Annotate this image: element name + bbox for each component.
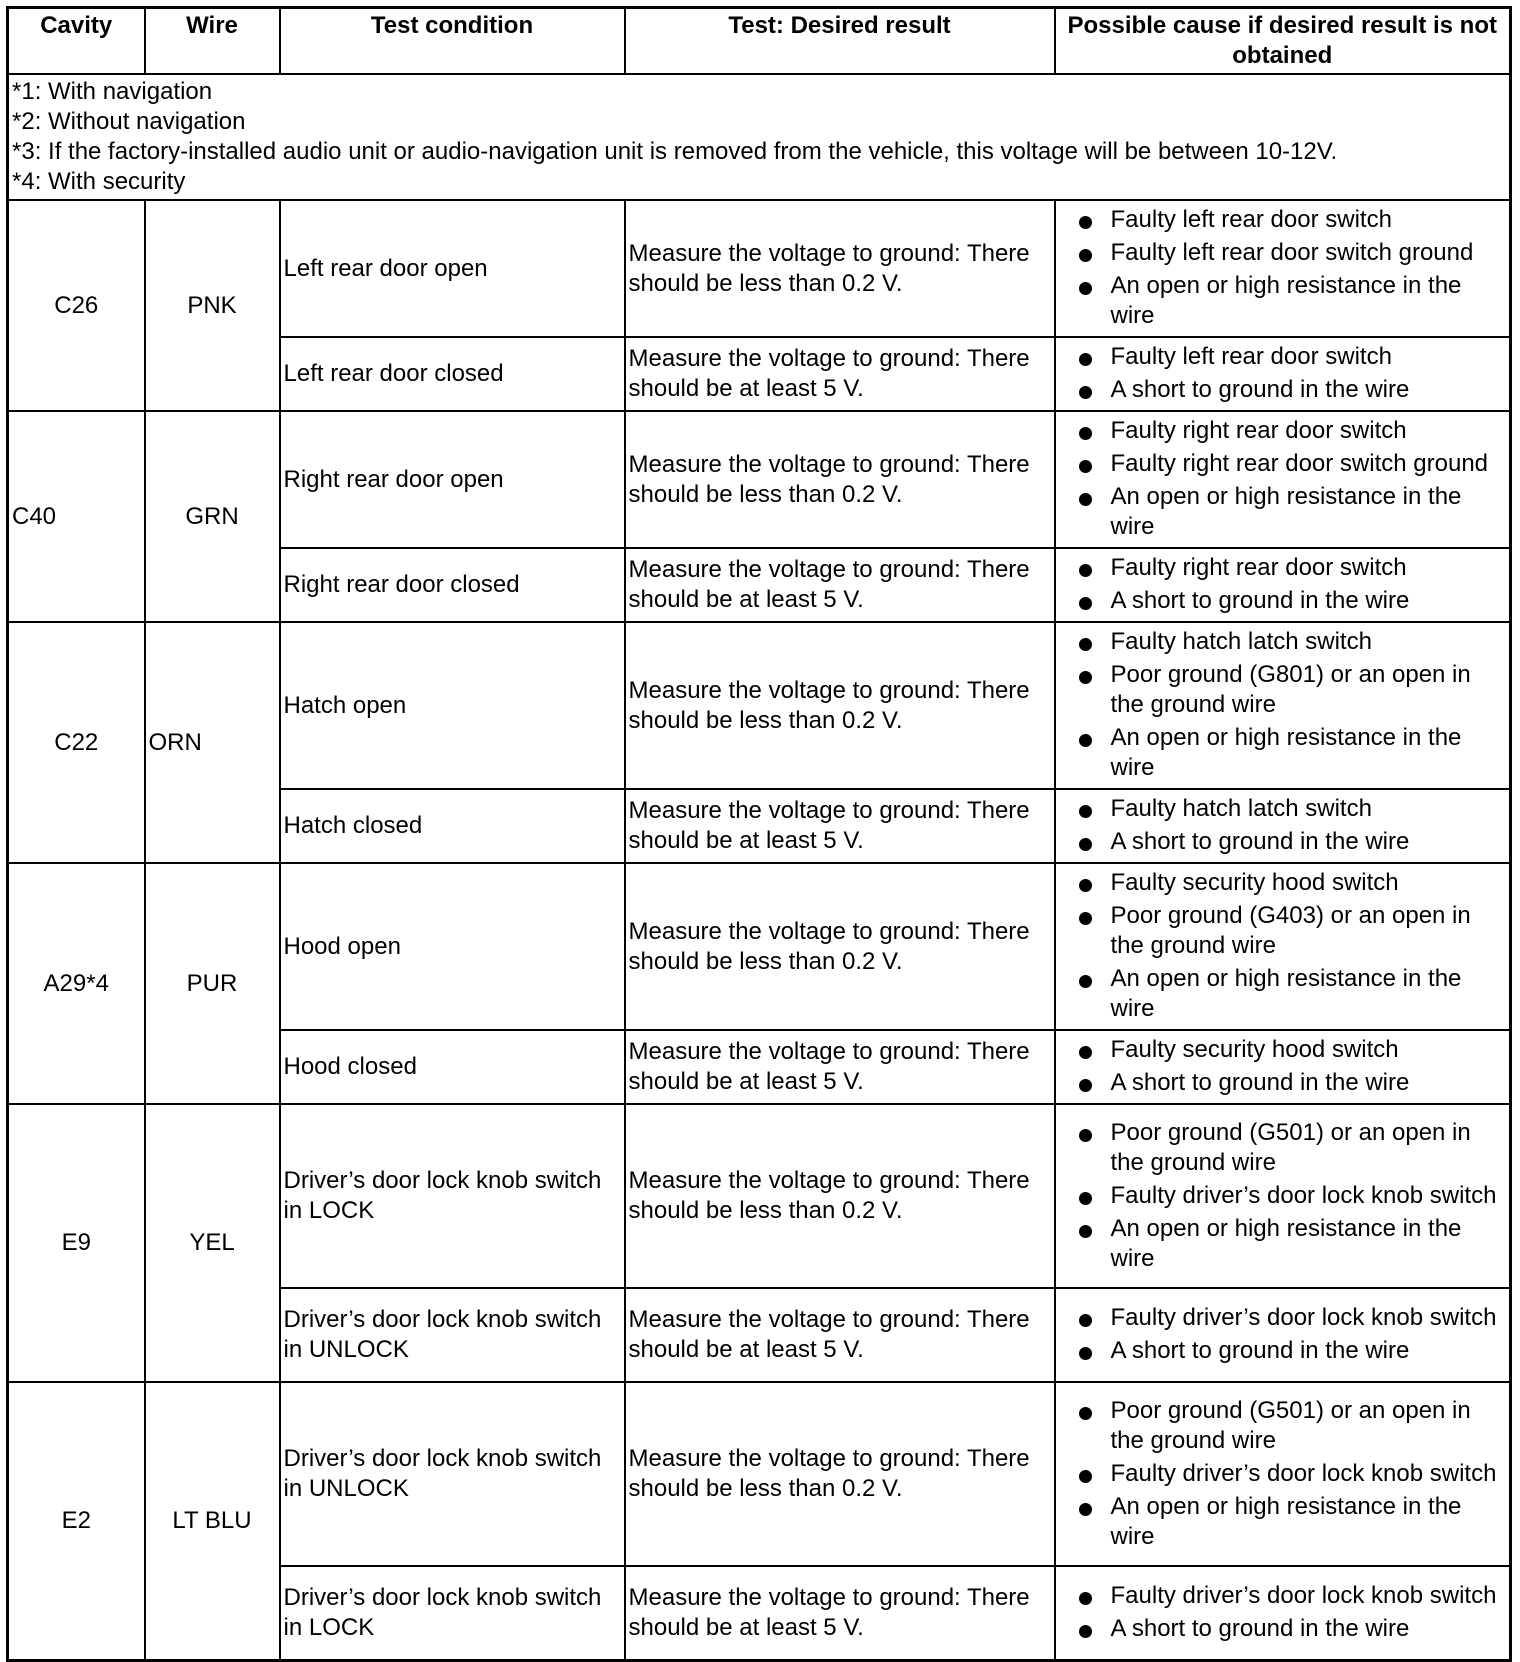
- cause-item: [1059, 449, 1507, 479]
- cause-item: [1059, 827, 1507, 857]
- desired-result-cell: Measure the voltage to ground: There should be at least 5 V.: [625, 1288, 1055, 1382]
- test-condition-cell: Hatch closed: [280, 789, 625, 863]
- bullet-icon: [1079, 1592, 1092, 1605]
- cause-list: [1059, 553, 1507, 616]
- bullet-icon: [1079, 1625, 1092, 1638]
- note-2: *2: Without navigation: [12, 108, 246, 135]
- desired-result-cell: Measure the voltage to ground: There should be at least 5 V.: [625, 789, 1055, 863]
- cause-list: [1059, 627, 1507, 783]
- test-condition-cell: Driver’s door lock knob switch in UNLOCK: [280, 1288, 625, 1382]
- cause-text: An open or high resistance in the wire: [1110, 724, 1462, 781]
- bullet-icon: [1079, 1192, 1092, 1205]
- header-desired-result: Test: Desired result: [625, 8, 1055, 75]
- bullet-icon: [1079, 805, 1092, 818]
- bullet-icon: [1079, 1347, 1092, 1360]
- test-condition-cell: Driver’s door lock knob switch in LOCK: [280, 1104, 625, 1288]
- cause-list: [1059, 1396, 1507, 1552]
- possible-cause-cell: [1055, 337, 1511, 411]
- desired-result-cell: Measure the voltage to ground: There should be less than 0.2 V.: [625, 1382, 1055, 1566]
- cause-text: Faulty hatch latch switch: [1110, 628, 1372, 655]
- bullet-icon: [1079, 975, 1092, 988]
- cause-text: Poor ground (G501) or an open in the ground wire: [1110, 1118, 1471, 1176]
- cause-item: [1059, 1303, 1507, 1333]
- cause-item: [1059, 964, 1507, 1024]
- cause-text: Faulty left rear door switch: [1110, 206, 1392, 233]
- test-condition-cell: Left rear door open: [280, 200, 625, 337]
- bullet-icon: [1079, 386, 1092, 399]
- bullet-icon: [1079, 1470, 1092, 1483]
- cause-item: [1059, 868, 1507, 898]
- cause-list: [1059, 416, 1507, 542]
- document-page: [6, 6, 1512, 1662]
- table-header-row: [8, 8, 1511, 75]
- desired-result-cell: Measure the voltage to ground: There should be at least 5 V.: [625, 1030, 1055, 1104]
- cause-list: [1059, 1303, 1507, 1366]
- bullet-icon: [1079, 1225, 1092, 1238]
- bullet-icon: [1079, 249, 1092, 262]
- cause-item: [1059, 1459, 1507, 1489]
- cause-item: [1059, 271, 1507, 331]
- cause-item: [1059, 723, 1507, 783]
- table-row: [8, 622, 1511, 789]
- cavity-cell: E2: [8, 1382, 145, 1660]
- desired-result-cell: Measure the voltage to ground: There should be less than 0.2 V.: [625, 622, 1055, 789]
- header-test-condition: Test condition: [280, 8, 625, 75]
- test-condition-cell: Hatch open: [280, 622, 625, 789]
- cause-text: Faulty right rear door switch: [1110, 417, 1407, 444]
- cause-text: An open or high resistance in the wire: [1110, 965, 1462, 1022]
- cavity-cell: C40: [8, 411, 145, 622]
- cause-text: Faulty left rear door switch ground: [1110, 239, 1474, 266]
- wire-cell: LT BLU: [145, 1382, 280, 1660]
- cause-item: [1059, 205, 1507, 235]
- cause-text: Poor ground (G501) or an open in the ground wire: [1110, 1396, 1471, 1454]
- possible-cause-cell: [1055, 548, 1511, 622]
- possible-cause-cell: [1055, 200, 1511, 337]
- cause-item: [1059, 375, 1507, 405]
- cause-item: [1059, 1614, 1507, 1644]
- wire-cell: ORN: [145, 622, 280, 863]
- desired-result-cell: Measure the voltage to ground: There should be at least 5 V.: [625, 337, 1055, 411]
- bullet-icon: [1079, 879, 1092, 892]
- possible-cause-cell: [1055, 411, 1511, 548]
- cause-item: [1059, 660, 1507, 720]
- bullet-icon: [1079, 493, 1092, 506]
- cavity-cell: A29*4: [8, 863, 145, 1104]
- test-condition-cell: Driver’s door lock knob switch in UNLOCK: [280, 1382, 625, 1566]
- cause-text: Faulty right rear door switch: [1110, 554, 1407, 581]
- cause-text: An open or high resistance in the wire: [1110, 1492, 1462, 1550]
- cause-item: [1059, 586, 1507, 616]
- desired-result-cell: Measure the voltage to ground: There should be less than 0.2 V.: [625, 863, 1055, 1030]
- note-1: *1: With navigation: [12, 78, 213, 105]
- desired-result-cell: Measure the voltage to ground: There should be at least 5 V.: [625, 548, 1055, 622]
- cause-text: Faulty security hood switch: [1110, 869, 1399, 896]
- cause-item: [1059, 238, 1507, 268]
- desired-result-cell: Measure the voltage to ground: There should be less than 0.2 V.: [625, 200, 1055, 337]
- cause-text: A short to ground in the wire: [1110, 1337, 1410, 1364]
- cause-text: Poor ground (G801) or an open in the ground wire: [1110, 661, 1471, 718]
- desired-result-cell: Measure the voltage to ground: There should be at least 5 V.: [625, 1566, 1055, 1660]
- cause-text: A short to ground in the wire: [1110, 587, 1410, 614]
- cause-item: [1059, 627, 1507, 657]
- cause-text: Faulty right rear door switch ground: [1110, 450, 1489, 477]
- cause-list: [1059, 794, 1507, 857]
- possible-cause-cell: [1055, 1288, 1511, 1382]
- possible-cause-cell: [1055, 1104, 1511, 1288]
- test-condition-cell: Right rear door open: [280, 411, 625, 548]
- cause-text: Faulty driver’s door lock knob switch: [1110, 1459, 1497, 1487]
- bullet-icon: [1079, 671, 1092, 684]
- cause-list: [1059, 205, 1507, 331]
- bullet-icon: [1079, 597, 1092, 610]
- bullet-icon: [1079, 838, 1092, 851]
- cause-text: A short to ground in the wire: [1110, 376, 1410, 403]
- cavity-cell: C26: [8, 200, 145, 411]
- cause-item: [1059, 416, 1507, 446]
- cause-text: A short to ground in the wire: [1110, 1614, 1410, 1642]
- cause-item: [1059, 1214, 1507, 1274]
- troubleshooting-table: [6, 6, 1512, 1662]
- cavity-cell: E9: [8, 1104, 145, 1382]
- possible-cause-cell: [1055, 863, 1511, 1030]
- cause-list: [1059, 868, 1507, 1024]
- bullet-icon: [1079, 282, 1092, 295]
- test-condition-cell: Hood open: [280, 863, 625, 1030]
- bullet-icon: [1079, 1503, 1092, 1516]
- bullet-icon: [1079, 564, 1092, 577]
- cause-item: [1059, 901, 1507, 961]
- cause-item: [1059, 482, 1507, 542]
- header-cavity: Cavity: [8, 8, 145, 75]
- cause-item: [1059, 342, 1507, 372]
- bullet-icon: [1079, 912, 1092, 925]
- cause-item: [1059, 1068, 1507, 1098]
- desired-result-cell: Measure the voltage to ground: There should be less than 0.2 V.: [625, 1104, 1055, 1288]
- test-condition-cell: Right rear door closed: [280, 548, 625, 622]
- cause-text: Faulty hatch latch switch: [1110, 795, 1372, 822]
- table-row: [8, 863, 1511, 1030]
- cause-item: [1059, 1336, 1507, 1366]
- possible-cause-cell: [1055, 789, 1511, 863]
- wire-cell: GRN: [145, 411, 280, 622]
- cause-list: [1059, 1035, 1507, 1098]
- desired-result-cell: Measure the voltage to ground: There should be less than 0.2 V.: [625, 411, 1055, 548]
- bullet-icon: [1079, 734, 1092, 747]
- header-possible-cause: Possible cause if desired result is not obtained: [1055, 8, 1511, 75]
- possible-cause-cell: [1055, 622, 1511, 789]
- table-row: [8, 1382, 1511, 1566]
- possible-cause-cell: [1055, 1566, 1511, 1660]
- table-row: [8, 1104, 1511, 1288]
- cause-item: [1059, 1118, 1507, 1178]
- possible-cause-cell: [1055, 1030, 1511, 1104]
- bullet-icon: [1079, 1407, 1092, 1420]
- cause-list: [1059, 1118, 1507, 1274]
- cause-text: Faulty driver’s door lock knob switch: [1110, 1581, 1497, 1609]
- header-wire: Wire: [145, 8, 280, 75]
- bullet-icon: [1079, 216, 1092, 229]
- cause-text: Poor ground (G403) or an open in the ground wire: [1110, 902, 1471, 959]
- cause-list: [1059, 1581, 1507, 1644]
- cause-item: [1059, 1181, 1507, 1211]
- cause-text: Faulty security hood switch: [1110, 1036, 1399, 1063]
- note-3: *3: If the factory-installed audio unit or audio-navigation unit is removed from the vehicle, this voltage will be between 10-12V.: [12, 138, 1338, 165]
- test-condition-cell: Hood closed: [280, 1030, 625, 1104]
- cause-text: An open or high resistance in the wire: [1110, 272, 1462, 329]
- bullet-icon: [1079, 460, 1092, 473]
- bullet-icon: [1079, 427, 1092, 440]
- bullet-icon: [1079, 1046, 1092, 1059]
- cavity-cell: C22: [8, 622, 145, 863]
- cause-item: [1059, 1492, 1507, 1552]
- notes-row: [8, 74, 1511, 200]
- cause-item: [1059, 553, 1507, 583]
- cause-text: An open or high resistance in the wire: [1110, 1214, 1462, 1272]
- bullet-icon: [1079, 1129, 1092, 1142]
- cause-list: [1059, 342, 1507, 405]
- cause-text: A short to ground in the wire: [1110, 1069, 1410, 1096]
- possible-cause-cell: [1055, 1382, 1511, 1566]
- cause-text: Faulty left rear door switch: [1110, 343, 1392, 370]
- test-condition-cell: Driver’s door lock knob switch in LOCK: [280, 1566, 625, 1660]
- cause-text: An open or high resistance in the wire: [1110, 483, 1462, 540]
- bullet-icon: [1079, 638, 1092, 651]
- notes-cell: [8, 74, 1511, 200]
- bullet-icon: [1079, 1079, 1092, 1092]
- wire-cell: PNK: [145, 200, 280, 411]
- bullet-icon: [1079, 353, 1092, 366]
- cause-text: Faulty driver’s door lock knob switch: [1110, 1181, 1497, 1209]
- table-row: [8, 200, 1511, 337]
- wire-cell: YEL: [145, 1104, 280, 1382]
- bullet-icon: [1079, 1314, 1092, 1327]
- wire-cell: PUR: [145, 863, 280, 1104]
- cause-item: [1059, 1396, 1507, 1456]
- cause-item: [1059, 1581, 1507, 1611]
- cause-text: A short to ground in the wire: [1110, 828, 1410, 855]
- note-4: *4: With security: [12, 168, 186, 195]
- cause-item: [1059, 1035, 1507, 1065]
- cause-text: Faulty driver’s door lock knob switch: [1110, 1304, 1497, 1331]
- test-condition-cell: Left rear door closed: [280, 337, 625, 411]
- table-row: [8, 411, 1511, 548]
- cause-item: [1059, 794, 1507, 824]
